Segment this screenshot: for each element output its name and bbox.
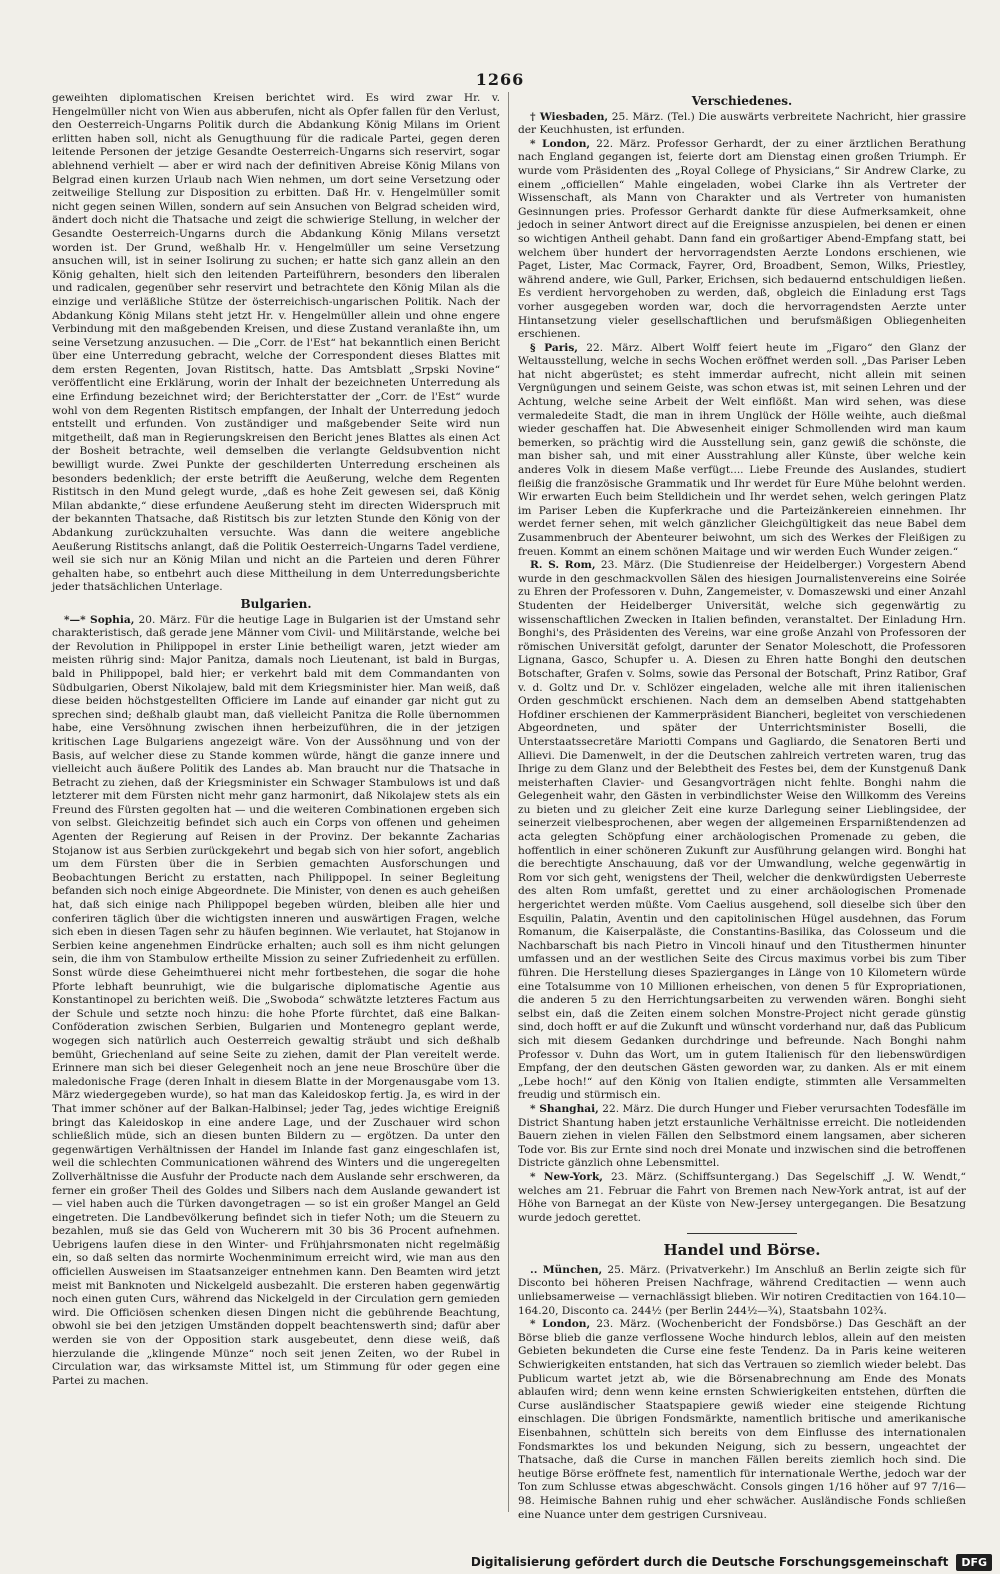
article-text: 25. März. (Tel.) Die auswärts verbreitete Nachricht, hier grassire der Keuchhusten, ist erfunden. — [518, 110, 966, 137]
footer-text: Digitalisierung gefördert durch die Deutsche Forschungsgemeinschaft — [470, 1555, 949, 1569]
section-heading-handel: Handel und Börse. — [663, 1241, 821, 1260]
left-column — [52, 92, 500, 1512]
dateline: .. München, — [530, 1263, 603, 1276]
section-divider — [687, 1233, 797, 1234]
article-text: 22. März. Professor Gerhardt, der zu einer ärztlichen Berathung nach England gegangen ist, feierte dort am Dienstag einen großen Triumph. Er wurde vom Präsidenten des „Royal College of Physicians,“ Sir Andrew Clarke, zu einem „officiellen“ Mahle eingeladen, wobei Clarke ihn als Vertreter der Wissenschaft, als Mann von Charakter und als Vertreter von humanisten Gesinnungen pries. Professor Gerhardt dankte für diese Aufmerksamkeit, ohne jedoch in seiner Antwort direct auf die Ereignisse anzuspielen, bei denen er einen so wichtigen Antheil gehabt. Dann fand ein großartiger Abend-Empfang statt, bei welchem über hundert der hervorragendsten Aerzte Londons erschienen, wie Paget, Lister, Mac Cormack, Fayrer, Ord, Broadbent, Semon, Wilks, Priestley, während andere, wie Gull, Parker, Erichsen, sich bedauernd entschuldigen ließen. Es verdient hervorgehoben zu werden, daß, obgleich die Einladung erst Tags vorher ausgegeben worden war, doch die hervorragendsten Aerzte unter Hintansetzung vieler gesellschaftlichen und berufsmäßigen Obliegenheiten erschienen. — [518, 137, 967, 341]
article-london-boerse — [518, 1318, 966, 1522]
article-london — [518, 138, 966, 342]
article-text: 23. März. (Die Studienreise der Heidelberger.) Vorgestern Abend wurde in den geschmackvollen Sälen des hiesigen Journalistenvereins eine Soirée zu Ehren der Professoren v. Duhn, Zangemeister, v. Domaszewski und einer Anzahl Studenten der Heidelberger Universität, welche sich gegenwärtig zu wissenschaftlichen Zwecken in Italien befinden, veranstaltet. Der Einladung Hrn. Bonghi's, des Präsidenten des Vereins, war eine große Anzahl von Professoren der römischen Universität gefolgt, darunter der Senator Moleschott, die Professoren Lignana, Gasco, Schupfer u. A. Diesen zu Ehren hatte Bonghi den deutschen Botschafter, Grafen v. Solms, sowie das Personal der Botschaft, Prinz Ratibor, Graf v. d. Goltz und Dr. v. Schlözer eingeladen, welche alle mit ihren italienischen Orden geschmückt erschienen. Nach dem an demselben Abend stattgehabten Hofdiner erschienen der Kammerpräsident Biancheri, begleitet von verschiedenen Abgeordneten, und später der Unterrichtsminister Boselli, die Unterstaatssecretäre Mariotti Compans und Gagliardo, die Senatoren Berti und Allievi. Die Damenwelt, in der die Deutschen zahlreich vertreten waren, trug das Ihrige zu dem Glanz und der Belebtheit des Festes bei, dem der Kunstgenuß Dank meisterhaften Clavier- und Gesangvorträgen nicht fehlte. Bonghi nahm die Gelegenheit wahr, den Gästen in verbindlichster Weise den Willkomm des Vereins zu bieten und zu gleicher Zeit eine kurze Darlegung seiner Lieblingsidee, der seinerzeit vielbesprochenen, aber wegen der allgemeinen Ersparnißtendenzen ad acta gelegten Schöpfung einer archäologischen Promenade zu geben, die hoffentlich in einer schöneren Zukunft zur Ausführung gelangen wird. Bonghi hat die berechtigte Anschauung, daß vor der Umwandlung, welche gegenwärtig in Rom vor sich geht, wenigstens der Theil, welcher die denkwürdigsten Ueberreste des alten Rom umfaßt, gerettet und zu einer archäologischen Promenade hergerichtet werden müßte. Vom Caelius ausgehend, soll dieselbe sich über den Esquilin, Palatin, Aventin und den capitolinischen Hügel ausdehnen, das Forum Romanum, die Kaiserpaläste, die Constantins-Basilika, das Colosseum und die Nachbarschaft bis nach Pietro in Vincoli hinauf und den Titusthermen hinunter umfassen und an der westlichen Seite des Circus maximus vorbei bis zum Tiber führen. Die Herstellung dieses Spazierganges in Länge von 10 Kilometern würde eine Totalsumme von 10 Millionen erheischen, von denen 5 für Expropriationen, die anderen 5 zu den Herrichtungsarbeiten zu verwenden wären. Bonghi sieht selbst ein, daß die Zeiten einem solchen Monstre-Project nicht gerade günstig sind, doch hofft er auf die Zukunft und wünscht vorderhand nur, daß das Publicum sich mit diesem Gedanken durchdringe und befreunde. Nach Bonghi nahm Professor v. Duhn das Wort, um in gutem Italienisch für den liebenswürdigen Empfang, der den deutschen Gästen geworden war, zu danken. Als er mit einem „Lebe hoch!“ auf den König von Italien endigte, stimmten alle Versammelten freudig und stürmisch ein. — [518, 559, 967, 1102]
digitization-footer — [463, 1550, 1000, 1574]
article-text: 25. März. (Privatverkehr.) Im Anschluß an Berlin zeigte sich für Disconto bei höheren Preisen Nachfrage, während Creditactien — wenn auch unliebsamerweise — vernachlässigt blieben. Wir notiren Creditactien von 164.10—164.20, Disconto ca. 244½ (per Berlin 244½—¾), Staatsbahn 102¾. — [518, 1263, 966, 1317]
dateline: § Paris, — [530, 341, 578, 354]
dateline: † Wiesbaden, — [530, 110, 609, 123]
column-divider — [508, 92, 509, 1512]
dfg-logo: DFG — [956, 1554, 992, 1571]
article-paris — [518, 342, 966, 560]
dateline: * London, — [530, 1318, 591, 1331]
article-new-york — [518, 1171, 966, 1225]
section-heading-verschiedenes: Verschiedenes. — [691, 94, 793, 108]
article-text: 22. März. Albert Wolff feiert heute im „Figaro“ den Glanz der Weltausstellung, welche in sechs Wochen eröffnet werden soll. „Das Pariser Leben hat nicht abgerüstet; es steht immerdar aufrecht, nicht allein mit seinen Vergnügungen und seinem Geiste, was schon etwas ist, mit seinen Lehren und der Achtung, welche seine Arbeit der Welt einflößt. Man wird sehen, was diese vermaledeite Stadt, die man in ihrem Unglück der Hölle weihte, auch dießmal wieder geschaffen hat. Die Abwesenheit einiger Schmollenden wird man kaum bemerken, so prächtig wird die Ausstellung sein, ganz gewiß die schönste, die man bisher sah, und mit einer Ausstrahlung aller Künste, über welche kein anderes Volk in diesem Maße verfügt.... Liebe Freunde des Auslandes, studiert fleißig die französische Grammatik und Ihr werdet für Eure Mühe belohnt werden. Wir erwarten Euch beim Stelldichein und Ihr werdet sehen, welch geringen Platz im Pariser Leben die Kupferkrache und die Parteizänkereien einnehmen. Ihr werdet ferner sehen, mit welch gänzlicher Gleichgültigkeit das neue Babel dem Zusammenbruch der Abenteurer beiwohnt, um sich des Werkes der Fleißigen zu freuen. Kommt an einem schönen Maitage und wir werden Euch Wunder zeigen.“ — [518, 341, 966, 558]
dateline: R. S. Rom, — [530, 559, 596, 572]
article-text: 23. März. (Schiffsuntergang.) Das Segelschiff „J. W. Wendt,“ welches am 21. Februar die Fahrt von Bremen nach New-York antrat, ist auf der Höhe von Barnegat an der Küste von New-Jersey untergegangen. Die Besatzung wurde jedoch gerettet. — [518, 1170, 966, 1224]
dateline: * London, — [530, 137, 591, 150]
page-number: 1266 — [475, 70, 525, 89]
article-wiesbaden — [518, 111, 966, 138]
article-text: 22. März. Die durch Hunger und Fieber verursachten Todesfälle im District Shantung haben jetzt erstaunliche Verhältnisse erreicht. Die notleidenden Bauern ziehen in vielen Fällen den Selbstmord einem langsamen, aber sicheren Tode vor. Bis zur Ernte sind noch drei Monate und inzwischen sind die betroffenen Districte gänzlich ohne Lebensmittel. — [518, 1102, 966, 1170]
article-bulgarien — [52, 614, 500, 1389]
article-text: 20. März. Für die heutige Lage in Bulgarien ist der Umstand sehr charakteristisch, daß gerade jene Männer vom Civil- und Militärstande, welche bei der Revolution in Philippopel in erster Linie betheiligt waren, jetzt wieder am meisten rührig sind: Major Panitza, damals noch Lieutenant, ist bald in Burgas, bald in Philippopel, bald hier; er verkehrt bald mit dem Commandanten von Südbulgarien, Oberst Nikolajew, bald mit dem Kriegsminister hier. Man weiß, daß diese beiden höchstgestellten Officiere im Lande auf einander gar nicht gut zu sprechen sind; deßhalb glaubt man, daß vielleicht Panitza die Rolle übernommen habe, eine Versöhnung zwischen ihnen herbeizuführen, die in der jetzigen kritischen Lage Bulgariens angezeigt wäre. Von der Aussöhnung und von der Basis, auf welcher diese zu Stande kommen würde, hängt die ganze innere und vielleicht auch äußere Politik des Landes ab. Man braucht nur die Thatsache in Betracht zu ziehen, daß der Kriegsminister ein Schwager Stambulows ist und daß letzterer mit dem Fürsten nicht mehr ganz harmonirt, daß Nikolajew stets als ein Freund des Fürsten gegolten hat — und die weiteren Combinationen ergeben sich von selbst. Gleichzeitig befindet sich auch ein Corps von offenen und geheimen Agenten der Regierung auf Reisen in der Provinz. Der bekannte Zacharias Stojanow ist aus Serbien zurückgekehrt und begab sich von hier sofort, angeblich um dem Fürsten über die in Serbien gemachten Ausforschungen und Beobachtungen Bericht zu erstatten, nach Philippopel. In seiner Begleitung befanden sich noch einige Abgeordnete. Die Minister, von denen es auch geheißen hat, daß sich einige nach Philippopel begeben würden, bleiben alle hier und conferiren täglich über die wichtigsten inneren und auswärtigen Fragen, welche sich eben in diesen Tagen sehr zu häufen beginnen. Wie verlautet, hat Stojanow in Serbien keine angenehmen Eindrücke erhalten; auch soll es ihm nicht gelungen sein, die ihm von Stambulow ertheilte Mission zu seiner Zufriedenheit zu erfüllen. Sonst würde diese Geheimthuerei nicht mehr fortbestehen, die sogar die hohe Pforte lebhaft beunruhigt, wie die bulgarische diplomatische Agentie aus Konstantinopel zu berichten weiß. Die „Swoboda“ schwätzte letzteres Factum aus der Schule und setzte noch hinzu: die hohe Pforte fürchtet, daß eine Balkan-Conföderation zwischen Serbien, Bulgarien und Montenegro geplant werde, wogegen sich natürlich auch Oesterreich gewaltig sträubt und sich deßhalb bemüht, Griechenland auf seine Seite zu ziehen, damit der Plan vereitelt werde. Erinnere man sich bei dieser Gelegenheit noch an jene neue Broschüre über die maledonische Frage (deren Inhalt in diesem Blatte in der Morgenausgabe vom 13. März wiedergegeben wurde), so hat man das Kaleidoskop fertig. Ja, es wird in der That immer schöner auf der Balkan-Halbinsel; jeder Tag, jedes wichtige Ereigniß bringt das Kaleidoskop in eine andere Lage, und der Zuschauer wird schon schließlich müde, sich an diesen bunten Bildern zu — ergötzen. Da unter den gegenwärtigen Verhältnissen der Handel im Inlande fast ganz eingeschlafen ist, weil die schlechten Communicationen während des Winters und die ungeregelten Zollverhältnisse die Ausfuhr der Producte nach dem Auslande sehr erschweren, da ferner ein großer Theil des Goldes und Silbers nach dem Auslande gewandert ist — viel haben auch die Türken davongetragen — so ist ein großer Mangel an Geld eingetreten. Die Landbevölkerung befindet sich in tiefer Noth; um die Steuern zu bezahlen, muß sie das Geld von Wucherern mit 30 bis 36 Procent aufnehmen. Uebrigens laufen diese in den Winter- und Frühjahrsmonaten nicht regelmäßig ein, so daß selten das normirte Wochenminimum erreicht wird, wie man aus den officiellen Ausweisen im Staatsanzeiger entnehmen kann. Den Beamten wird jetzt meist mit Banknoten und Nickelgeld ausbezahlt. Die ersteren haben gegenwärtig noch einen guten Curs, während das Nickelgeld in der Circulation gern gemieden wird. Die Officiösen schenken diesen Dingen nicht die gebührende Beachtung, obwohl sie bei den jetzigen Umständen doppelt beachtenswerth sind; dafür aber werden sie von der Opposition stark ausgebeutet, denn diese weiß, daß hierzulande die „klingende Münze“ noch seit jenen Zeiten, wo der Rubel in Circulation war, das wirksamste Mittel ist, um Stimmung für oder gegen eine Partei zu machen. — [52, 613, 501, 1387]
article-text: 23. März. (Wochenbericht der Fondsbörse.) Das Geschäft an der Börse blieb die ganze verflossene Woche hindurch leblos, allein auf den meisten Gebieten bekundeten die Curse eine feste Tendenz. Da in Paris keine weiteren Schwierigkeiten entstanden, hat sich das Vertrauen so ziemlich wieder belebt. Das Publicum wartet jetzt ab, wie die Börsenabrechnung am Ende des Monats ablaufen wird; denn wenn keine ernsten Schwierigkeiten entstehen, dürften die Curse ausländischer Staatspapiere gewiß wieder eine steigende Richtung einschlagen. Die übrigen Fondsmärkte, namentlich britische und amerikanische Eisenbahnen, schütteln sich bereits von dem Einflusse des internationalen Fondsmarktes los und bekunden Neigung, sich zu bessern, ungeachtet der Thatsache, daß die Curse in manchen Fällen bereits ziemlich hoch sind. Die heutige Börse eröffnete fest, namentlich für internationale Werthe, jedoch war der Ton zum Schlusse etwas abgeschwächt. Consols gingen 1/16 höher auf 97 7/16—98. Heimische Bahnen ruhig und eher schwächer. Ausländische Fonds schließen eine Nuance unter dem gestrigen Cursniveau. — [518, 1318, 966, 1521]
right-column — [518, 92, 967, 1521]
article-shanghai — [518, 1103, 966, 1171]
dateline: * Shanghai, — [530, 1102, 599, 1115]
article-muenchen — [518, 1264, 966, 1318]
dateline: *—* Sophia, — [64, 613, 135, 626]
dateline: * New-York, — [530, 1170, 603, 1183]
intro-paragraph: geweihten diplomatischen Kreisen berichtet wird. Es wird zwar Hr. v. Hengelmüller nicht von Wien aus abberufen, nicht als Opfer fallen für den Verlust, den Oesterreich-Ungarns Politik durch die Abdankung König Milans im Orient erlitten haben soll, nicht als Genugthuung für die radicale Partei, gegen deren leitende Personen der jetzige Gesandte Oesterreich-Ungarns sich reservirt, sogar ablehnend verhielt — aber er wird nach der definitiven Abreise König Milans von Belgrad einen kurzen Urlaub nach Wien nehmen, um dort seine Versetzung oder zeitweilige Stellung zur Disposition zu erbitten. Daß Hr. v. Hengelmüller somit nicht gegen seinen Willen, sondern auf sein Ansuchen von Belgrad scheiden wird, ändert doch nicht die Thatsache und zeigt die schwierige Stellung, in welcher der Gesandte Oesterreich-Ungarns durch die Abdankung König Milans versetzt worden ist. Der Grund, weßhalb Hr. v. Hengelmüller um seine Versetzung ansuchen will, ist in seiner Isolirung zu suchen; er hatte sich ganz allein an den König gehalten, hielt sich den leitenden Parteiführern, besonders den liberalen und radicalen, gegenüber sehr reservirt und betrachtete den König Milan als die einzige und verläßliche Stütze der österreichisch-ungarischen Politik. Nach der Abdankung König Milans steht jetzt Hr. v. Hengelmüller allein und ohne engere Verbindung mit den maßgebenden Kreisen, und diese Zustand veranlaßte ihn, um seine Versetzung anzusuchen. — Die „Corr. de l'Est“ hat bekanntlich einen Bericht über eine Unterredung gebracht, welche der Correspondent dieses Blattes mit dem ersten Regenten, Jovan Ristitsch, hatte. Das Amtsblatt „Srpski Novine“ veröffentlicht eine Erklärung, worin der Inhalt der bezeichneten Unterredung als eine Erfindung bezeichnet wird; der Berichterstatter der „Corr. de l'Est“ wurde wohl von dem Regenten Ristitsch empfangen, der Inhalt der Unterredung jedoch entstellt und erfunden. Von zuständiger und maßgebender Seite wird nun mitgetheilt, daß man in Regierungskreisen den Bericht jenes Blattes als einen Act der Bosheit betrachte, weil demselben die verlangte Geldsubvention nicht bewilligt wurde. Zwei Punkte der geschilderten Unterredung erscheinen als besonders bedenklich; der erste betrifft die Aeußerung, welche dem Regenten Ristitsch in den Mund gelegt wurde, „daß es hohe Zeit gewesen sei, daß König Milan abdankte,“ diese erfundene Aeußerung steht im directen Widerspruch mit der bekannten Thatsache, daß Ristitsch bis zur letzten Stunde den König von der Abdankung zurückzuhalten versuchte. Was dann die weitere angebliche Aeußerung Ristitschs anlangt, daß die Politik Oesterreich-Ungarns Tadel verdiene, weil sie sich nur an König Milan und nicht an die Parteien und deren Führer gehalten habe, so entbehrt auch diese Mittheilung in dem Unterredungsberichte jeder thatsächlichen Unterlage. — [52, 92, 500, 594]
article-rom — [518, 559, 966, 1103]
section-heading-bulgarien: Bulgarien. — [240, 596, 312, 611]
